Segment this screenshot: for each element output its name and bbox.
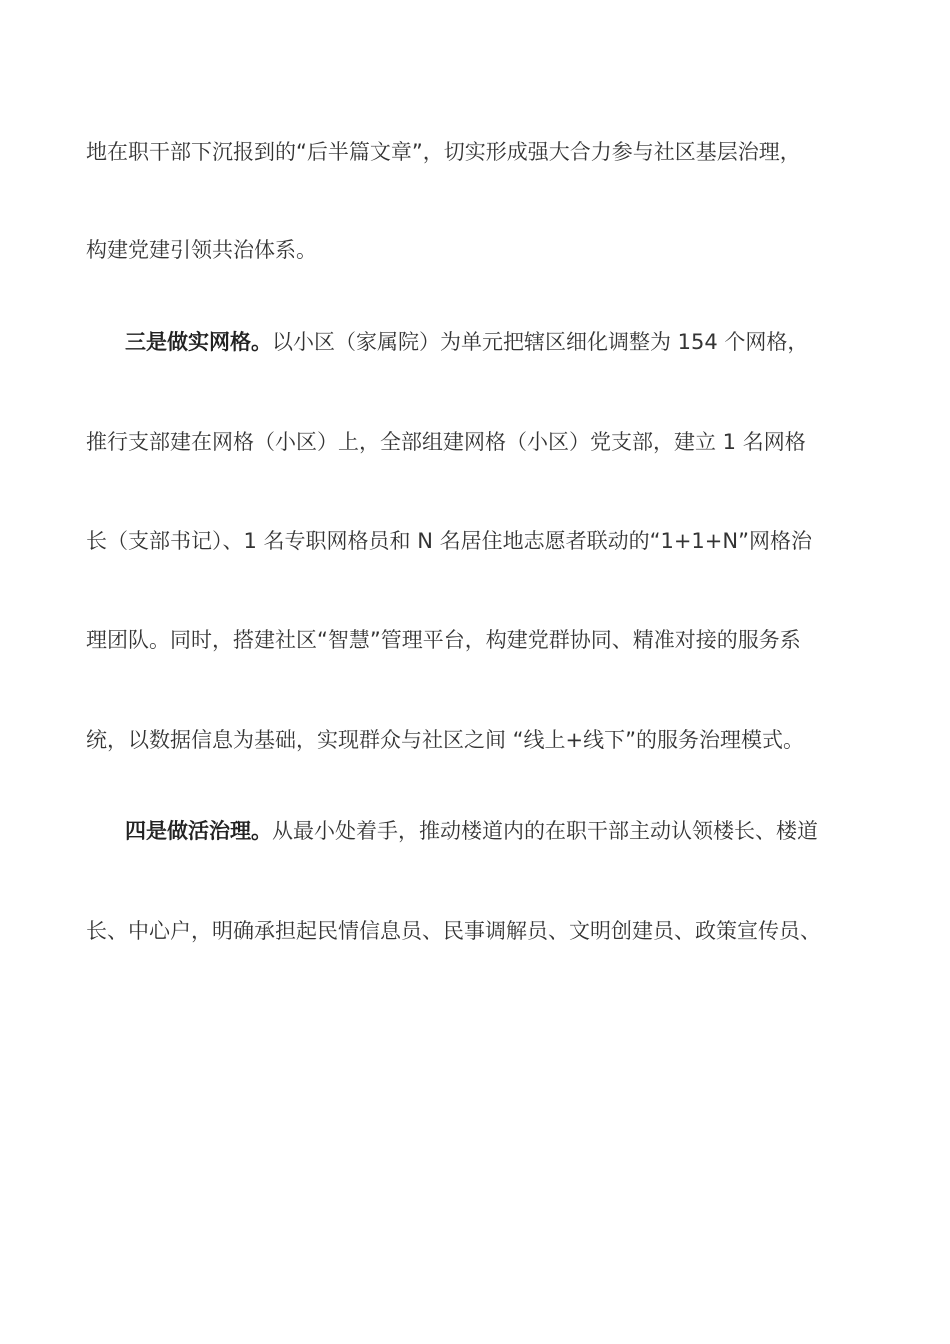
- section-four-heading: 四是做活治理。: [125, 819, 272, 843]
- paragraph-line: 推行支部建在网格（小区）上，全部组建网格（小区）党支部，建立 1 名网格: [86, 430, 806, 454]
- section-three-text: 以小区（家属院）为单元把辖区细化调整为 154 个网格，: [272, 330, 809, 354]
- paragraph-line: 长（支部书记）、1 名专职网格员和 N 名居住地志愿者联动的“1+1+N”网格治: [86, 529, 812, 553]
- paragraph-line: 地在职干部下沉报到的“后半篇文章”，切实形成强大合力参与社区基层治理，: [86, 140, 801, 164]
- section-three-heading: 三是做实网格。: [125, 330, 272, 354]
- paragraph-line: 理团队。同时，搭建社区“智慧”管理平台，构建党群协同、精准对接的服务系: [86, 628, 801, 652]
- paragraph-line: 长、中心户，明确承担起民情信息员、民事调解员、文明创建员、政策宣传员、: [86, 919, 821, 943]
- section-four-text: 从最小处着手，推动楼道内的在职干部主动认领楼长、楼道: [272, 819, 818, 843]
- section-three-first-line: [125, 328, 808, 356]
- paragraph-line: 统，以数据信息为基础，实现群众与社区之间 “线上+线下”的服务治理模式。: [86, 728, 805, 752]
- section-four-first-line: [125, 817, 818, 845]
- paragraph-line: 构建党建引领共治体系。: [86, 238, 317, 262]
